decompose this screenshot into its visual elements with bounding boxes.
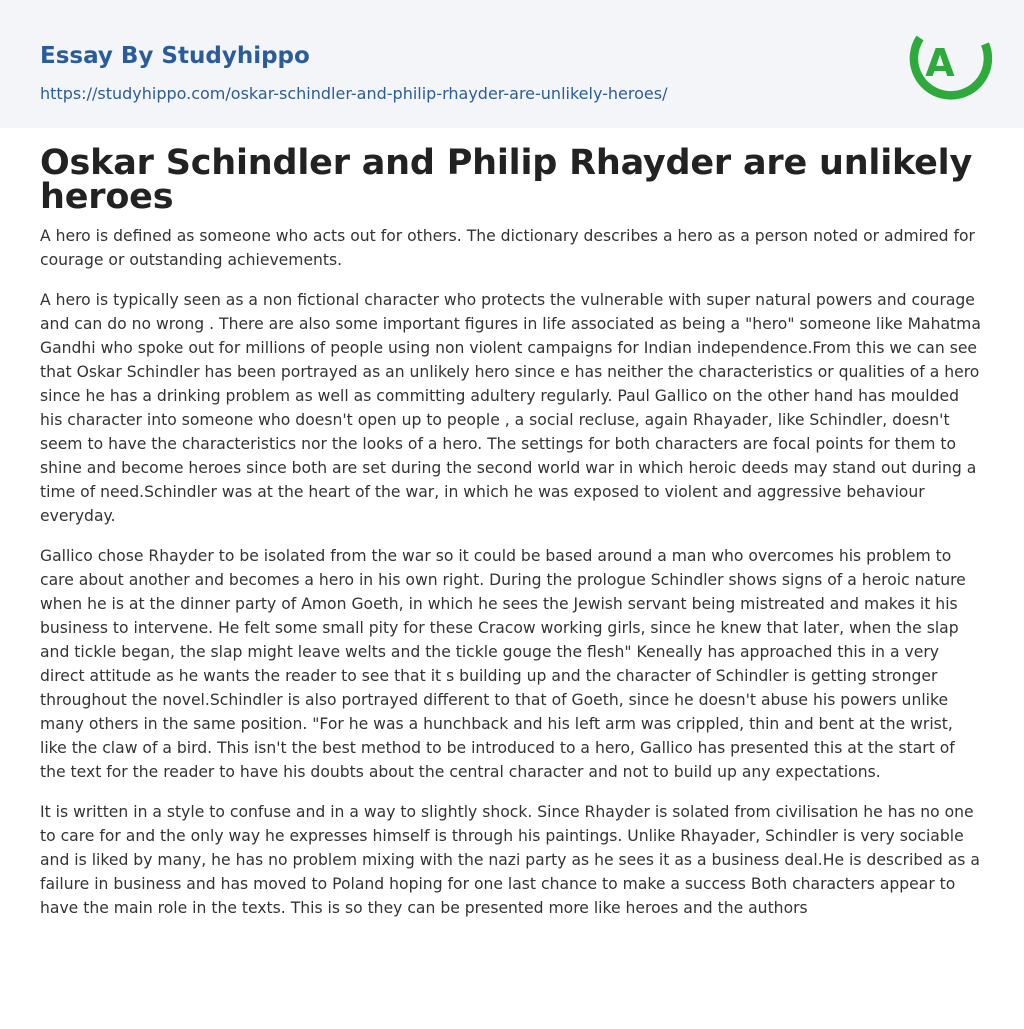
page-header bbox=[0, 0, 1024, 128]
article-content bbox=[40, 143, 984, 936]
article-paragraph-1: A hero is defined as someone who acts out for others. The dictionary describes a hero as a person noted or admired for courage or outstanding achievements. bbox=[40, 227, 975, 269]
article-paragraph-3: Gallico chose Rhayder to be isolated from the war so it could be based around a man who overcomes his problem to care about another and becomes a hero in his own right. During the prologue Schindler shows signs of a heroic nature when he is at the dinner party of Amon Goeth, in which he sees the Jewish servant being mistreated and makes it his business to intervene. He felt some small pity for these Cracow working girls, since he knew that later, when the slap and tickle began, the slap might leave welts and the tickle gouge the flesh" Keneally has approached this in a very direct attitude as he wants the reader to see that it s building up and the character of Schindler is getting stronger throughout the novel.Schindler is also portrayed different to that of Goeth, since he doesn't abuse his powers unlike many others in the same position. "For he was a hunchback and his left arm was crippled, thin and bent at the wrist, like the claw of a bird. This isn't the best method to be introduced to a hero, Gallico has presented this at the start of the text for the reader to have his doubts about the central character and not to build up any expectations. bbox=[40, 547, 966, 781]
essay-url-link[interactable]: https://studyhippo.com/oskar-schindler-and-philip-rhayder-are-unlikely-heroes/ bbox=[40, 84, 668, 103]
site-title: Essay By Studyhippo bbox=[40, 43, 310, 69]
article-paragraph-2: A hero is typically seen as a non fictional character who protects the vulnerable with super natural powers and courage and can do no wrong . There are also some important figures in life associated as being a "hero" someone like Mahatma Gandhi who spoke out for millions of people using non violent campaigns for Indian independence.From this we can see that Oskar Schindler has been portrayed as an unlikely hero since e has neither the characteristics or qualities of a hero since he has a drinking problem as well as committing adultery regularly. Paul Gallico on the other hand has moulded his character into someone who doesn't open up to people , a social recluse, again Rhayader, like Schindler, doesn't seem to have the characteristics nor the looks of a hero. The settings for both characters are focal points for them to shine and become heroes since both are set during the second world war in which heroic deeds may stand out during a time of need.Schindler was at the heart of the war, in which he was exposed to violent and aggressive behaviour everyday. bbox=[40, 291, 981, 525]
article-paragraph-4: It is written in a style to confuse and in a way to slightly shock. Since Rhayder is solated from civilisation he has no one to care for and the only way he expresses himself is through his paintings. Unlike Rhayader, Schindler is very sociable and is liked by many, he has no problem mixing with the nazi party as he sees it as a business deal.He is described as a failure in business and has moved to Poland hoping for one last chance to make a success Both characters appear to have the main role in the texts. This is so they can be presented more like heroes and the authors bbox=[40, 803, 980, 917]
studyhippo-logo-icon[interactable] bbox=[906, 16, 992, 108]
logo-letter: A bbox=[925, 41, 955, 85]
page-title: Oskar Schindler and Philip Rhayder are unlikely heroes bbox=[40, 143, 973, 217]
